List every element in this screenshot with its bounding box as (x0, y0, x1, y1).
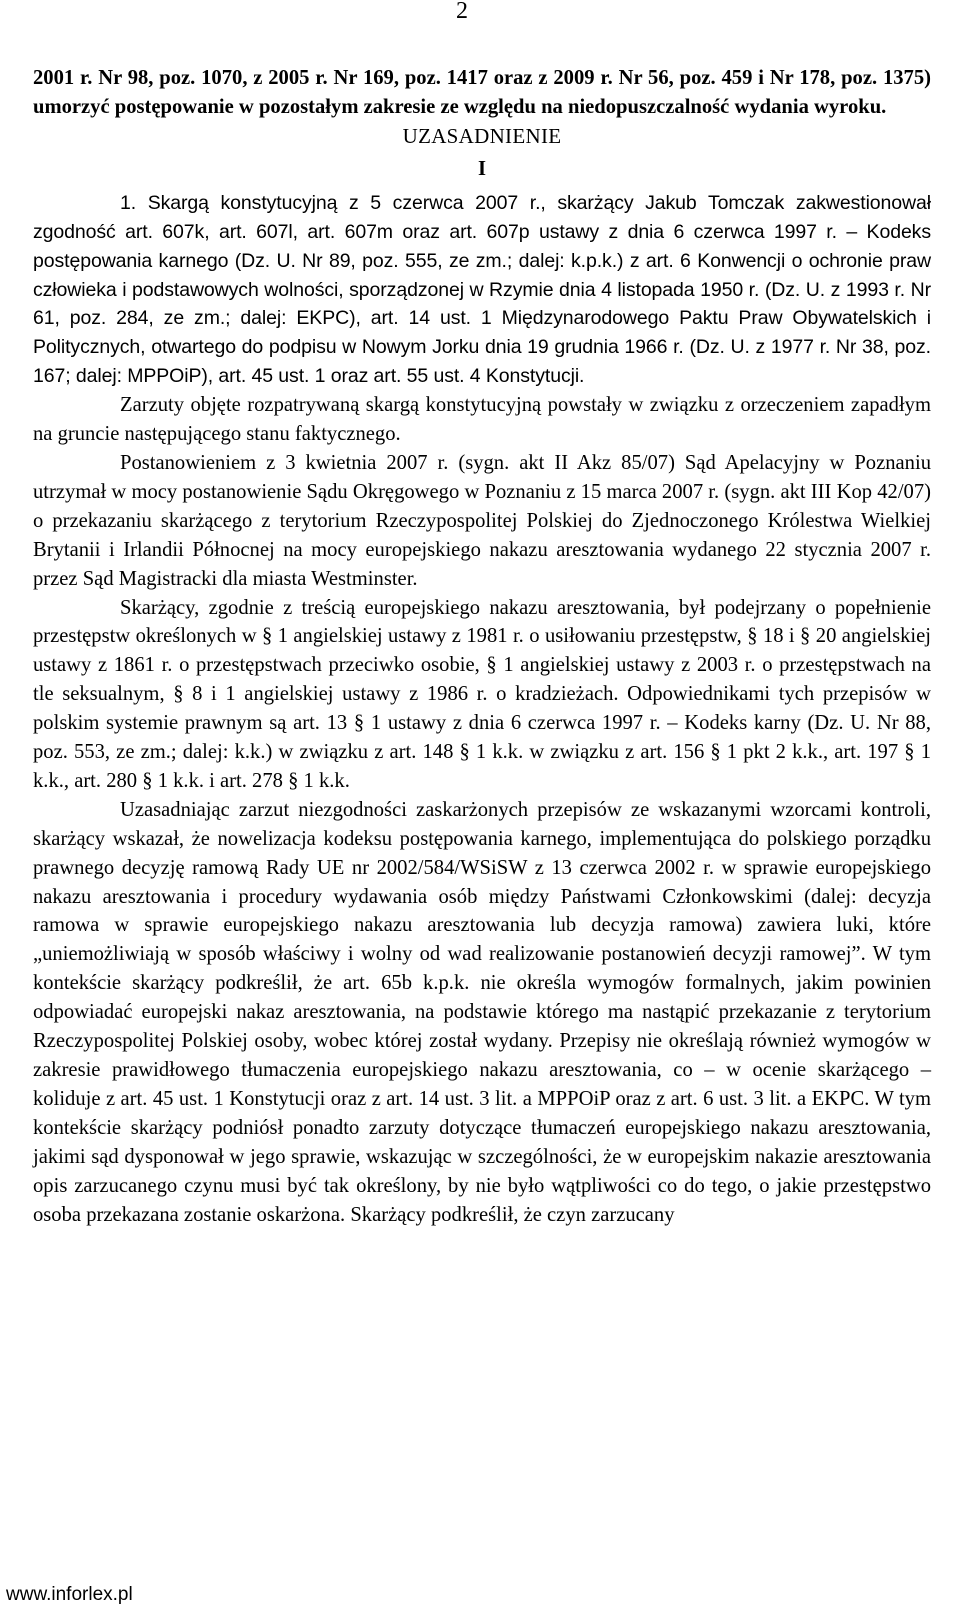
paragraph-complaint: 1. Skargą konstytucyjną z 5 czerwca 2007 r., skarżący Jakub Tomczak zakwestionował zgodność art. 607k, art. 607l, art. 607m oraz art. 607p ustawy z dnia 6 czerwca 1997 r. – Kodeks postępowania karnego (Dz. U. Nr 89, poz. 555, ze zm.; dalej: k.p.k.) z art. 6 Konwencji o ochronie praw człowieka i podstawowych wolności, sporządzonej w Rzymie dnia 4 listopada 1950 r. (Dz. U. z 1993 r. Nr 61, poz. 284, ze zm.; dalej: EKPC), art. 14 ust. 1 Międzynarodowego Paktu Praw Obywatelskich i Politycznych, otwartego do podpisu w Nowym Jorku dnia 19 grudnia 1966 r. (Dz. U. z 1977 r. Nr 38, poz. 167; dalej: MPPOiP), art. 45 ust. 1 oraz art. 55 ust. 4 Konstytucji. (33, 191, 931, 388)
paragraph-offences: Skarżący, zgodnie z treścią europejskiego nakazu aresztowania, był podejrzany o popełnienie przestępstw określonych w § 1 angielskiej ustawy z 1981 r. o usiłowaniu przestępstw, § 18 i § 20 angielskiej ustawy z 1861 r. o przestępstwach przeciwko osobie, § 1 angielskiej ustawy z 2003 r. o przestępstwach na tle seksualnym, § 8 i 1 angielskiej ustawy z 1986 r. o kradzieżach. Odpowiednikami tych przepisów w polskim systemie prawnym są art. 13 § 1 ustawy z dnia 6 czerwca 1997 r. – Kodeks karny (Dz. U. Nr 88, poz. 553, ze zm.; dalej: k.k.) w związku z art. 148 § 1 k.k. w związku z art. 156 § 1 pkt 2 k.k., art. 197 § 1 k.k., art. 280 § 1 k.k. i art. 278 § 1 k.k. (33, 596, 931, 792)
paragraph-justification: Uzasadniając zarzut niezgodności zaskarżonych przepisów ze wskazanymi wzorcami kontroli, skarżący wskazał, że nowelizacja kodeksu postępowania karnego, implementująca do polskiego porządku prawnego decyzję ramową Rady UE nr 2002/584/WSiSW z 13 czerwca 2002 r. w sprawie europejskiego nakazu aresztowania i procedury wydawania osób między Państwami Członkowskimi (dalej: decyzja ramowa w sprawie europejskiego nakazu aresztowania lub decyzja ramowa) zawiera luki, które „uniemożliwiają w sposób właściwy i wolny od wad realizowanie postanowień decyzji ramowej”. W tym kontekście skarżący podkreślił, że art. 65b k.p.k. nie określa wymogów formalnych, jakim powinien odpowiadać europejski nakaz aresztowania, na podstawie którego ma nastąpić przekazanie z terytorium Rzeczypospolitej Polskiej osoby, wobec której został wydany. Przepisy nie określają również wymogów w zakresie prawidłowego tłumaczenia europejskiego nakazu aresztowania, co – w ocenie skarżącego – koliduje z art. 45 ust. 1 Konstytucji oraz z art. 14 ust. 3 lit. a MPPOiP oraz z art. 6 ust. 3 lit. a EKPC. W tym kontekście skarżący podniósł ponadto zarzuty dotyczące tłumaczeń europejskiego nakazu aresztowania, jakimi sąd dysponował w jego sprawie, wskazując w szczególności, że w europejskim nakazie aresztowania opis zarzucanego czynu musi być tak określony, by nie było wątpliwości co do tego, o jakie przestępstwo osoba przekazana zostanie oskarżona. Skarżący podkreślił, że czyn zarzucany (33, 798, 931, 1226)
paragraph-facts-intro: Zarzuty objęte rozpatrywaną skargą konstytucyjną powstały w związku z orzeczeniem zapadłym na gruncie następującego stanu faktycznego. (33, 394, 931, 446)
page-number: 2 (456, 0, 468, 24)
footer-url: www.inforlex.pl (6, 1584, 133, 1605)
section-heading: UZASADNIENIE (402, 123, 562, 148)
document-body (33, 64, 931, 1229)
opening-paragraph: 2001 r. Nr 98, poz. 1070, z 2005 r. Nr 169, poz. 1417 oraz z 2009 r. Nr 56, poz. 459 i Nr 178, poz. 1375) umorzyć postępowanie w pozostałym zakresie ze względu na niedopuszczalność wydania wyroku. (33, 67, 931, 118)
paragraph-court-decision: Postanowieniem z 3 kwietnia 2007 r. (sygn. akt II Akz 85/07) Sąd Apelacyjny w Poznaniu utrzymał w mocy postanowienie Sądu Okręgowego w Poznaniu z 15 marca 2007 r. (sygn. akt III Kop 42/07) o przekazaniu skarżącego z terytorium Rzeczypospolitej Polskiej do Zjednoczonego Królestwa Wielkiej Brytanii i Irlandii Północnej na mocy europejskiego nakazu aresztowania wydanego 22 stycznia 2007 r. przez Sąd Magistracki dla miasta Westminster. (33, 451, 931, 590)
section-number: I (477, 157, 486, 180)
